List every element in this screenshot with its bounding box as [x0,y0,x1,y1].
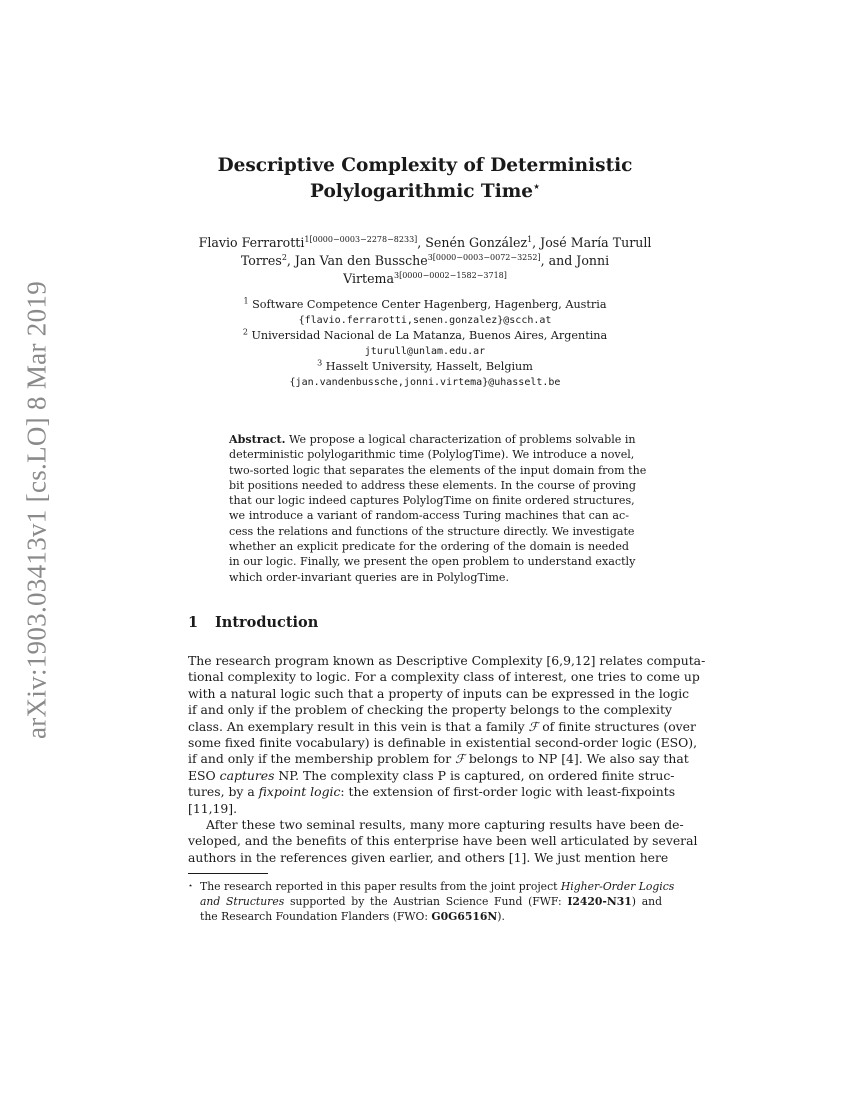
footnote-rule [188,873,268,874]
affiliation-1 [215,297,635,313]
author-line-2 [195,252,655,270]
abstract-line: which order-invariant queries are in PolylogTime. [229,570,510,584]
abstract-line: that our logic indeed captures PolylogTime on finite ordered structures, [229,494,635,508]
body-line: with a natural logic such that a property of inputs can be expressed in the logic [188,685,690,701]
author-3-affil: 2 [281,252,287,262]
footnote [188,879,675,924]
body-line: The research program known as Descriptive Complexity [6,9,12] relates computa- [188,653,706,668]
abstract-line: we introduce a variant of random-access Turing machines that can ac- [229,509,629,523]
body-line [188,751,689,767]
author-4-name: , Jan Van den Bussche [286,253,428,268]
abstract-line [229,432,636,447]
affiliation-2-name: Universidad Nacional de La Matanza, Buenos Aires, Argentina [247,329,608,342]
abstract [229,432,647,585]
footnote-line [188,879,675,894]
project-name-cont: and Structures [200,895,285,908]
author-5-name-part1: , and Jonni [540,253,610,268]
author-3-name-part2: Torres [240,253,282,268]
section-number: 1 [188,614,199,631]
emphasis-fixpoint-logic: fixpoint logic [258,784,341,800]
author-1-name: Flavio Ferrarotti [198,235,305,250]
body-fragment: tures, by a [188,784,259,800]
math-symbol-f: ℱ [528,718,539,734]
title-line-2 [150,179,700,205]
body-line: [11,19]. [188,800,238,816]
body-fragment: belongs to NP [4]. We also say that [464,751,689,767]
footnote-line [188,894,662,909]
author-3-name-part1: , José María Turull [532,235,652,250]
affiliation-1-number: 1 [243,296,249,306]
body-line: tional complexity to logic. For a complexity class of interest, one tries to come up [188,669,700,685]
body-fragment: : the extension of first-order logic with least-fixpoints [340,784,676,800]
footnote-fragment: The research reported in this paper results from the joint project [200,880,561,893]
abstract-line: deterministic polylogarithmic time (PolylogTime). We introduce a novel, [229,448,635,462]
body-line: if and only if the problem of checking the property belongs to the complexity [188,702,672,718]
body-line: veloped, and the benefits of this enterprise have been well articulated by several [188,833,698,849]
footnote-fragment: the Research Foundation Flanders (FWO: [200,910,432,923]
body-line [188,784,676,800]
emphasis-captures: captures [219,767,275,783]
abstract-text: We propose a logical characterization of problems solvable in [285,433,636,446]
body-fragment: ESO [188,767,220,783]
affiliation-2-email: jturull@unlam.edu.ar [364,345,486,357]
section-heading [188,614,318,631]
affiliation-1-name: Software Competence Center Hagenberg, Hagenberg, Austria [248,298,607,311]
author-2-name: , Senén González [417,235,528,250]
affiliation-2 [215,328,635,344]
body-text [188,653,706,866]
title-line-2-text: Polylogarithmic Time [310,181,534,202]
body-line: After these two seminal results, many more capturing results have been de- [206,817,684,833]
author-5-orcid: 3[0000−0002−1582−3718] [394,270,507,280]
affiliation-3-name: Hasselt University, Hasselt, Belgium [322,360,533,373]
footnote-mark: ⋆ [188,881,194,890]
abstract-line: in our logic. Finally, we present the open problem to understand exactly [229,555,636,569]
title-footnote-mark: ⋆ [533,179,540,193]
author-line-1 [195,234,655,252]
author-4-orcid: 3[0000−0003−0072−3252] [427,252,541,262]
body-line: some fixed finite vocabulary) is definable in existential second-order logic (ESO), [188,735,698,751]
affiliation-2-number: 2 [242,327,248,337]
grant-id-fwf: I2420-N31 [567,895,632,908]
abstract-line: two-sorted logic that separates the elements of the input domain from the [229,463,647,477]
affiliation-1-email: {flavio.ferrarotti,senen.gonzalez}@scch.at [298,314,552,326]
body-line [188,767,675,784]
author-list [195,234,655,288]
arxiv-sidebar [14,260,60,760]
author-5-name-part2: Virtema [343,271,394,286]
section-title: Introduction [215,614,319,631]
author-2-affil: 1 [527,234,533,244]
body-line [188,718,696,735]
author-line-3 [195,270,655,288]
affiliation-3 [215,359,635,375]
body-fragment: if and only if the membership problem for [188,751,456,767]
title-line-1: Descriptive Complexity of Deterministic [217,155,633,176]
body-fragment: of finite structures (over [538,718,696,734]
affiliations [215,297,635,390]
affiliation-3-email: {jan.vandenbussche,jonni.virtema}@uhasselt.be [289,376,561,388]
abstract-line: whether an explicit predicate for the ordering of the domain is needed [229,540,629,554]
math-symbol-f: ℱ [455,751,465,767]
footnote-fragment: supported by the Austrian Science Fund (FWF: [284,895,568,908]
arxiv-identifier: arXiv:1903.03413v1 [cs.LO] 8 Mar 2019 [21,280,52,740]
abstract-line: cess the relations and functions of the structure directly. We investigate [229,524,635,538]
grant-id-fwo: G0G6516N [431,910,498,923]
author-1-orcid: 1[0000−0003−2278−8233] [304,234,418,244]
body-fragment: class. An exemplary result in this vein is that a family [188,718,529,734]
body-line: authors in the references given earlier, and others [1]. We just mention here [188,849,669,865]
body-fragment: NP. The complexity class P is captured, on ordered finite struc- [274,767,675,783]
paper-title [150,153,700,205]
abstract-label: Abstract. [229,433,286,446]
project-name: Higher-Order Logics [560,880,675,893]
footnote-fragment: ). [497,910,505,923]
footnote-line [188,909,662,924]
footnote-fragment: ) and [631,895,663,908]
affiliation-3-number: 3 [317,358,323,368]
abstract-line: bit positions needed to address these elements. In the course of proving [229,478,636,492]
